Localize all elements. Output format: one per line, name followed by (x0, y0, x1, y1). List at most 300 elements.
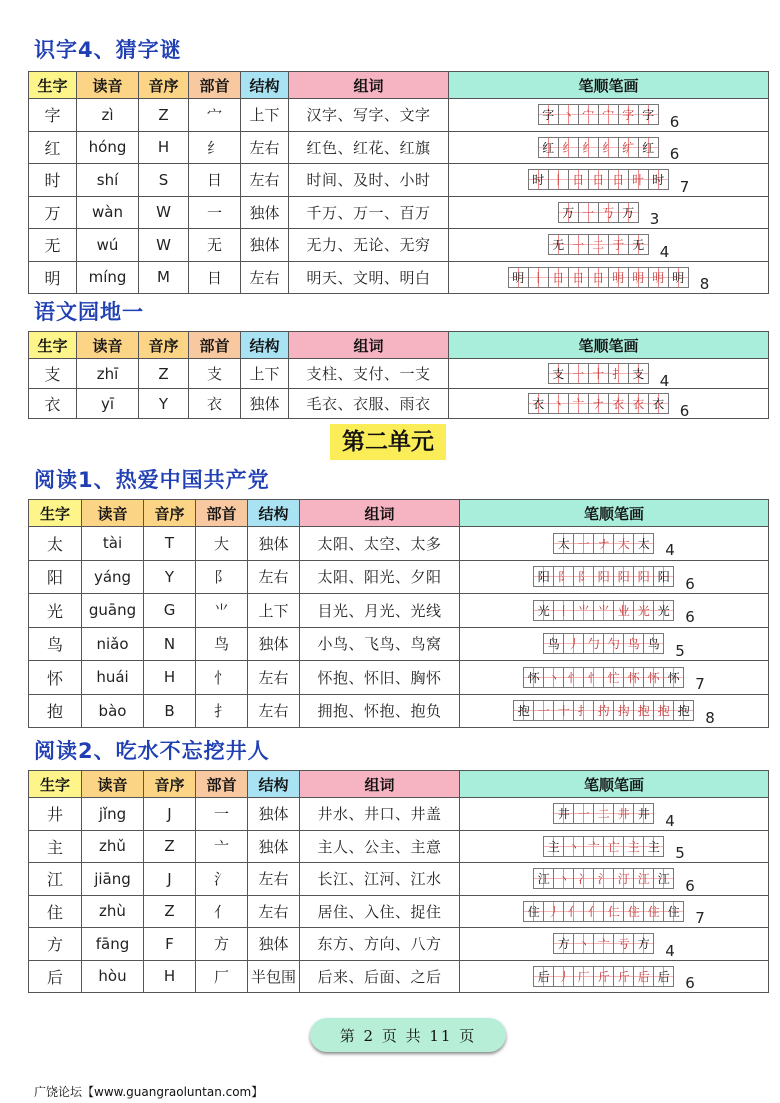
cell-radical: ⺌ (196, 594, 248, 628)
cell-stroke-order (449, 196, 769, 229)
header-pinyin: 读音 (77, 332, 139, 359)
stroke-box (573, 600, 594, 621)
cell-words: 居住、入住、捉住 (300, 895, 460, 928)
stroke-count: 8 (705, 708, 715, 727)
stroke-glyph: 忄 (567, 670, 580, 685)
stroke-glyph: 后 (637, 969, 650, 984)
cell-pinyin: huái (82, 661, 144, 695)
stroke-box (673, 700, 694, 721)
cell-radical: 亻 (196, 895, 248, 928)
header-strokes: 笔顺笔画 (449, 332, 769, 359)
stroke-glyph: 鸟 (647, 637, 660, 652)
stroke-box (613, 600, 634, 621)
stroke-glyph: 仁 (607, 904, 620, 919)
header-words: 组词 (300, 771, 460, 798)
cell-stroke-order (460, 895, 769, 928)
stroke-box (548, 267, 569, 288)
stroke-glyph: 抱 (637, 704, 650, 719)
cell-structure: 上下 (241, 99, 289, 132)
cell-words: 井水、井口、井盖 (300, 798, 460, 831)
stroke-order-grid (553, 803, 653, 824)
table-row (29, 895, 769, 928)
cell-char: 时 (29, 164, 77, 197)
cell-pinyin: hòu (82, 960, 144, 993)
cell-stroke-order (460, 960, 769, 993)
stroke-box (633, 803, 654, 824)
stroke-glyph: 宀 (582, 108, 595, 123)
stroke-glyph: 明 (652, 270, 665, 285)
cell-char: 阳 (29, 560, 82, 594)
stroke-box (623, 836, 644, 857)
stroke-count: 4 (665, 941, 675, 960)
table-header-row (29, 500, 769, 527)
stroke-box (628, 267, 649, 288)
stroke-glyph: 光 (537, 603, 550, 618)
stroke-count: 6 (669, 145, 680, 164)
stroke-glyph: 宀 (602, 108, 615, 123)
table-row (29, 359, 769, 389)
stroke-order-grid (533, 868, 673, 889)
stroke-glyph: 纟 (582, 140, 595, 155)
stroke-glyph: 明 (632, 270, 645, 285)
stroke-box (613, 803, 634, 824)
character-table (28, 770, 769, 993)
stroke-glyph: 字 (642, 108, 655, 123)
stroke-glyph: 住 (527, 904, 540, 919)
stroke-glyph: 万 (622, 205, 635, 220)
cell-words: 支柱、支付、一支 (289, 359, 449, 389)
table-header-row (29, 72, 769, 99)
stroke-box (568, 169, 589, 190)
stroke-glyph: 二 (592, 238, 605, 253)
stroke-glyph: 井 (637, 807, 650, 822)
table-row (29, 196, 769, 229)
cell-pinyin: fāng (82, 928, 144, 961)
stroke-glyph: 怀 (527, 670, 540, 685)
stroke-glyph: 厂 (577, 969, 590, 984)
stroke-box (543, 667, 564, 688)
stroke-box (553, 700, 574, 721)
cell-char: 无 (29, 229, 77, 262)
cell-char: 衣 (29, 389, 77, 419)
stroke-box (578, 202, 599, 223)
header-structure: 结构 (241, 332, 289, 359)
cell-words: 时间、及时、小时 (289, 164, 449, 197)
stroke-glyph: 丶 (557, 872, 570, 887)
cell-seq: Z (144, 830, 196, 863)
table-row (29, 928, 769, 961)
stroke-glyph: 鸟 (547, 637, 560, 652)
cell-char: 井 (29, 798, 82, 831)
stroke-glyph: 无 (552, 238, 565, 253)
stroke-glyph: 阝 (557, 570, 570, 585)
cell-words: 毛衣、衣服、雨衣 (289, 389, 449, 419)
page-indicator: 第 2 页 共 11 页 (310, 1018, 506, 1052)
stroke-box (558, 202, 579, 223)
stroke-glyph: 阳 (657, 570, 670, 585)
cell-structure: 上下 (248, 594, 300, 628)
stroke-box (613, 700, 634, 721)
stroke-box (643, 836, 664, 857)
cell-radical: 亠 (196, 830, 248, 863)
stroke-box (653, 566, 674, 587)
cell-pinyin: guāng (82, 594, 144, 628)
cell-structure: 独体 (241, 196, 289, 229)
stroke-glyph: 日 (572, 173, 585, 188)
cell-pinyin: zhǔ (82, 830, 144, 863)
cell-radical: 一 (196, 798, 248, 831)
cell-radical: 无 (189, 229, 241, 262)
stroke-box (593, 966, 614, 987)
stroke-order-grid (513, 700, 693, 721)
section-title: 识字4、猜字谜 (34, 38, 182, 62)
cell-pinyin: hóng (77, 131, 139, 164)
stroke-count: 3 (649, 210, 660, 229)
stroke-box (578, 137, 599, 158)
stroke-glyph: 丿 (547, 904, 560, 919)
stroke-glyph: 抱 (657, 704, 670, 719)
stroke-order-grid (523, 667, 683, 688)
stroke-glyph: ⺌ (577, 603, 590, 618)
stroke-count: 5 (675, 641, 685, 660)
stroke-box (553, 533, 574, 554)
stroke-box (543, 836, 564, 857)
stroke-box (623, 901, 644, 922)
stroke-box (618, 202, 639, 223)
stroke-box (608, 267, 629, 288)
header-seq: 音序 (144, 500, 196, 527)
stroke-glyph: 斤 (597, 969, 610, 984)
stroke-glyph: 丂 (602, 205, 615, 220)
table-row (29, 594, 769, 628)
stroke-box (598, 137, 619, 158)
cell-seq: W (139, 229, 189, 262)
cell-pinyin: bào (82, 694, 144, 728)
stroke-glyph: 丿 (557, 969, 570, 984)
stroke-glyph: 纟 (602, 140, 615, 155)
cell-stroke-order (449, 261, 769, 294)
cell-seq: M (139, 261, 189, 294)
stroke-box (623, 633, 644, 654)
cell-structure: 左右 (241, 261, 289, 294)
cell-words: 东方、方向、八方 (300, 928, 460, 961)
stroke-box (523, 667, 544, 688)
stroke-glyph: 江 (537, 872, 550, 887)
header-pinyin: 读音 (82, 500, 144, 527)
cell-seq: T (144, 527, 196, 561)
header-structure: 结构 (241, 72, 289, 99)
stroke-box (603, 901, 624, 922)
table-row (29, 798, 769, 831)
table-row (29, 830, 769, 863)
stroke-glyph: 日 (572, 270, 585, 285)
stroke-box (588, 363, 609, 384)
stroke-box (553, 933, 574, 954)
table-row (29, 661, 769, 695)
stroke-box (573, 868, 594, 889)
cell-words: 汉字、写字、文字 (289, 99, 449, 132)
stroke-box (598, 202, 619, 223)
stroke-glyph: 太 (637, 536, 650, 551)
stroke-box (523, 901, 544, 922)
stroke-glyph: 亏 (617, 937, 630, 952)
stroke-box (648, 393, 669, 414)
stroke-glyph: 一 (572, 238, 585, 253)
stroke-order-grid (558, 202, 638, 223)
stroke-glyph: 一 (582, 205, 595, 220)
stroke-box (608, 169, 629, 190)
stroke-glyph: 阳 (637, 570, 650, 585)
stroke-box (573, 966, 594, 987)
cell-pinyin: wàn (77, 196, 139, 229)
stroke-glyph: 衣 (612, 397, 625, 411)
stroke-box (538, 137, 559, 158)
unit-title: 第二单元 (330, 424, 446, 460)
stroke-box (623, 667, 644, 688)
stroke-glyph: 勺 (607, 637, 620, 652)
stroke-glyph: 井 (617, 807, 630, 822)
table-header-row (29, 332, 769, 359)
stroke-glyph: 日 (552, 270, 565, 285)
stroke-box (628, 363, 649, 384)
cell-char: 怀 (29, 661, 82, 695)
stroke-box (583, 667, 604, 688)
stroke-box (648, 169, 669, 190)
character-table (28, 499, 769, 728)
stroke-glyph: 主 (627, 839, 640, 854)
stroke-box (593, 533, 614, 554)
table-row (29, 261, 769, 294)
stroke-box (568, 267, 589, 288)
stroke-glyph: 明 (612, 270, 625, 285)
cell-seq: G (144, 594, 196, 628)
header-strokes: 笔顺笔画 (449, 72, 769, 99)
footer-source: 广饶论坛【www.guangraoluntan.com】 (34, 1085, 264, 1099)
stroke-box (588, 234, 609, 255)
stroke-box (548, 234, 569, 255)
stroke-box (633, 933, 654, 954)
cell-seq: N (144, 627, 196, 661)
table-row (29, 389, 769, 419)
cell-structure: 半包围 (248, 960, 300, 993)
cell-pinyin: niǎo (82, 627, 144, 661)
stroke-glyph: 衣 (532, 397, 545, 411)
table-row (29, 627, 769, 661)
stroke-box (528, 393, 549, 414)
stroke-glyph: 十 (592, 367, 605, 381)
cell-seq: Z (139, 99, 189, 132)
stroke-box (553, 868, 574, 889)
stroke-order-grid (538, 137, 658, 158)
cell-seq: Y (144, 560, 196, 594)
stroke-glyph: 住 (627, 904, 640, 919)
stroke-box (643, 901, 664, 922)
stroke-glyph: 丶 (562, 108, 575, 123)
stroke-count: 6 (685, 608, 695, 627)
stroke-glyph: 光 (657, 603, 670, 618)
stroke-glyph: 明 (672, 270, 685, 285)
cell-radical: 衣 (189, 389, 241, 419)
header-radical: 部首 (189, 332, 241, 359)
stroke-glyph: 氵 (597, 872, 610, 887)
cell-structure: 左右 (248, 863, 300, 896)
stroke-glyph: 井 (557, 807, 570, 822)
stroke-glyph: 后 (537, 969, 550, 984)
header-structure: 结构 (248, 500, 300, 527)
stroke-glyph: 光 (637, 603, 650, 618)
stroke-glyph: 江 (657, 872, 670, 887)
stroke-glyph: 丿 (567, 637, 580, 652)
stroke-glyph: 日 (612, 173, 625, 188)
stroke-glyph: 冫 (577, 872, 590, 887)
stroke-box (553, 803, 574, 824)
cell-char: 方 (29, 928, 82, 961)
cell-seq: H (139, 131, 189, 164)
table-row (29, 99, 769, 132)
cell-words: 怀抱、怀旧、胸怀 (300, 661, 460, 695)
stroke-box (568, 234, 589, 255)
cell-structure: 左右 (248, 560, 300, 594)
stroke-count: 8 (699, 275, 710, 294)
cell-char: 支 (29, 359, 77, 389)
stroke-box (633, 700, 654, 721)
stroke-box (563, 667, 584, 688)
cell-radical: 阝 (196, 560, 248, 594)
stroke-box (603, 667, 624, 688)
stroke-box (593, 700, 614, 721)
cell-structure: 独体 (248, 527, 300, 561)
cell-words: 太阳、太空、太多 (300, 527, 460, 561)
stroke-box (543, 633, 564, 654)
stroke-box (548, 169, 569, 190)
stroke-order-grid (548, 363, 648, 384)
cell-radical: 支 (189, 359, 241, 389)
stroke-glyph: 大 (617, 536, 630, 551)
stroke-box (638, 137, 659, 158)
cell-words: 明天、文明、明白 (289, 261, 449, 294)
stroke-box (633, 966, 654, 987)
stroke-count: 4 (665, 541, 675, 560)
stroke-box (593, 803, 614, 824)
stroke-box (633, 868, 654, 889)
stroke-box (608, 393, 629, 414)
cell-structure: 左右 (241, 164, 289, 197)
section-title: 阅读2、吃水不忘挖井人 (34, 739, 270, 763)
cell-words: 太阳、阳光、夕阳 (300, 560, 460, 594)
character-table (28, 331, 769, 419)
stroke-order-grid (528, 393, 668, 414)
stroke-glyph: 于 (612, 238, 625, 253)
table-row (29, 863, 769, 896)
stroke-glyph: 日 (592, 270, 605, 285)
stroke-box (588, 393, 609, 414)
cell-radical: 厂 (196, 960, 248, 993)
stroke-box (548, 363, 569, 384)
cell-seq: J (144, 798, 196, 831)
stroke-order-grid (528, 169, 668, 190)
cell-words: 红色、红花、红旗 (289, 131, 449, 164)
stroke-box (583, 633, 604, 654)
table-row (29, 560, 769, 594)
cell-radical: 大 (196, 527, 248, 561)
stroke-box (628, 169, 649, 190)
stroke-glyph: 斤 (617, 969, 630, 984)
stroke-count: 5 (675, 844, 685, 863)
stroke-glyph: 丶 (567, 839, 580, 854)
cell-radical: 氵 (196, 863, 248, 896)
cell-pinyin: shí (77, 164, 139, 197)
stroke-box (548, 393, 569, 414)
stroke-glyph: 字 (542, 108, 555, 123)
cell-pinyin: yī (77, 389, 139, 419)
cell-char: 太 (29, 527, 82, 561)
stroke-glyph: 抱 (517, 704, 530, 719)
stroke-box (648, 267, 669, 288)
cell-stroke-order (460, 798, 769, 831)
header-char: 生字 (29, 500, 82, 527)
stroke-glyph: 二 (597, 807, 610, 822)
stroke-count: 7 (695, 909, 705, 928)
stroke-box (588, 169, 609, 190)
table-row (29, 960, 769, 993)
cell-seq: H (144, 661, 196, 695)
cell-pinyin: zì (77, 99, 139, 132)
stroke-glyph: 衣 (652, 397, 665, 411)
stroke-box (603, 633, 624, 654)
section-title: 语文园地一 (34, 300, 144, 324)
cell-seq: Z (139, 359, 189, 389)
stroke-box (533, 868, 554, 889)
cell-seq: Y (139, 389, 189, 419)
cell-pinyin: tài (82, 527, 144, 561)
stroke-glyph: 抅 (617, 704, 630, 719)
stroke-count: 6 (685, 574, 695, 593)
stroke-box (568, 363, 589, 384)
cell-seq: H (144, 960, 196, 993)
stroke-box (633, 533, 654, 554)
stroke-box (553, 600, 574, 621)
stroke-box (528, 267, 549, 288)
cell-stroke-order (449, 131, 769, 164)
cell-stroke-order (449, 359, 769, 389)
stroke-glyph: 方 (637, 937, 650, 952)
cell-stroke-order (449, 164, 769, 197)
cell-structure: 独体 (248, 928, 300, 961)
stroke-box (553, 566, 574, 587)
stroke-glyph: 亡 (607, 839, 620, 854)
cell-structure: 独体 (241, 229, 289, 262)
stroke-box (663, 901, 684, 922)
cell-words: 后来、后面、之后 (300, 960, 460, 993)
stroke-box (608, 363, 629, 384)
cell-seq: B (144, 694, 196, 728)
stroke-box (578, 104, 599, 125)
stroke-glyph: 扌 (612, 367, 625, 381)
stroke-box (583, 836, 604, 857)
cell-stroke-order (460, 694, 769, 728)
stroke-box (653, 700, 674, 721)
header-strokes: 笔顺笔画 (460, 500, 769, 527)
stroke-order-grid (533, 966, 673, 987)
header-words: 组词 (300, 500, 460, 527)
header-char: 生字 (29, 72, 77, 99)
cell-radical: 纟 (189, 131, 241, 164)
stroke-glyph: 主 (647, 839, 660, 854)
stroke-box (608, 234, 629, 255)
header-seq: 音序 (139, 332, 189, 359)
stroke-box (593, 566, 614, 587)
stroke-glyph: 字 (622, 108, 635, 123)
